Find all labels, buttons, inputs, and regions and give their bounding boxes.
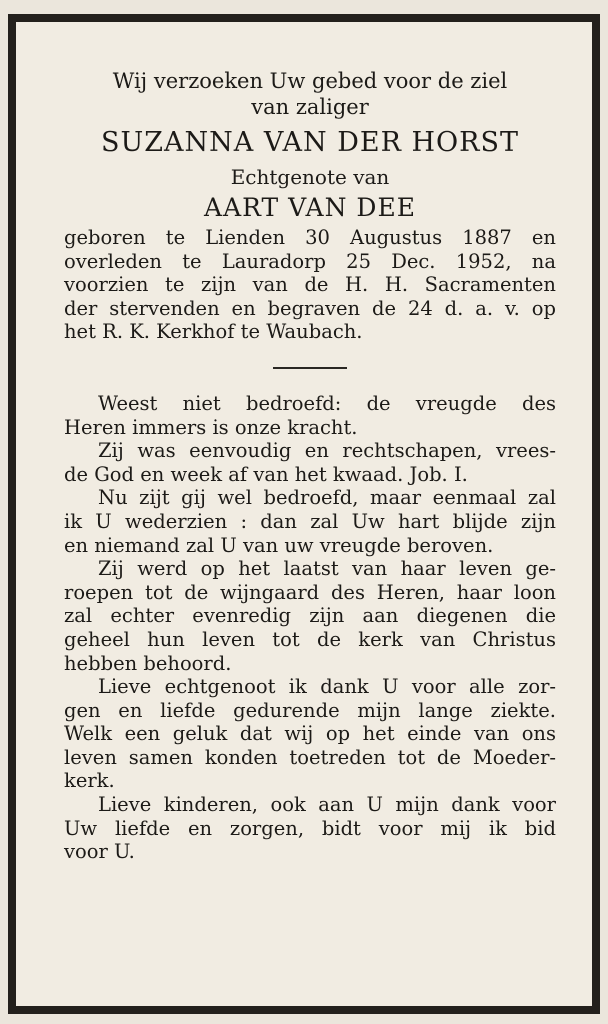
deceased-name: SUZANNA VAN DER HORST	[101, 127, 519, 158]
prayer-line: voor U.	[64, 840, 135, 864]
memorial-card	[8, 14, 600, 1014]
prayer-line: Lieve kinderen, ook aan U mijn dank voor	[98, 793, 556, 817]
prayer-line: zal echter evenredig zijn aan diegenen die	[64, 604, 556, 628]
prayer-line: gen en liefde gedurende mijn lange ziekte.	[64, 698, 556, 722]
prayer-line: Zij was eenvoudig en rechtschapen, vrees-	[98, 439, 556, 463]
prayer-line: en niemand zal U van uw vreugde beroven.	[64, 533, 494, 557]
prayer-line: Lieve echtgenoot ik dank U voor alle zor-	[98, 675, 556, 699]
bio-line: voorzien te zijn van de H. H. Sacramenten	[64, 273, 556, 297]
biography	[64, 226, 556, 344]
bio-line: overleden te Lauradorp 25 Dec. 1952, na	[64, 249, 556, 273]
prayer-line: Nu zijt gij wel bedroefd, maar eenmaal zal	[98, 486, 556, 510]
prayer-line: Zij werd op het laatst van haar leven ge-	[98, 557, 556, 581]
bio-line: het R. K. Kerkhof te Waubach.	[64, 320, 363, 344]
prayer-line: de God en week af van het kwaad. Job. I.	[64, 462, 468, 486]
bio-line: der stervenden en begraven de 24 d. a. v. op	[64, 296, 556, 320]
prayer-line: Uw liefde en zorgen, bidt voor mij ik bid	[64, 816, 556, 840]
prayer-text	[64, 392, 556, 864]
prayer-line: Heren immers is onze kracht.	[64, 415, 358, 439]
intro-line-1: Wij verzoeken Uw gebed voor de ziel	[112, 69, 508, 93]
card-content	[64, 68, 556, 864]
prayer-line: ik U wederzien : dan zal Uw hart blijde zijn	[64, 509, 556, 533]
prayer-line: kerk.	[64, 769, 115, 793]
prayer-line: Welk een geluk dat wij op het einde van ons	[64, 722, 556, 746]
divider-rule	[273, 367, 347, 369]
prayer-line: geheel hun leven tot de kerk van Christus	[64, 627, 556, 651]
prayer-line: roepen tot de wijngaard des Heren, haar loon	[64, 580, 556, 604]
prayer-line: Weest niet bedroefd: de vreugde des	[98, 391, 556, 415]
spouse-name: AART VAN DEE	[204, 193, 416, 222]
intro-line-2: van zaliger	[251, 95, 369, 119]
bio-line: geboren te Lienden 30 Augustus 1887 en	[64, 226, 556, 249]
spouse-relation: Echtgenote van	[230, 165, 390, 189]
prayer-line: leven samen konden toetreden tot de Moeder-	[64, 745, 556, 769]
prayer-line: hebben behoord.	[64, 651, 232, 675]
